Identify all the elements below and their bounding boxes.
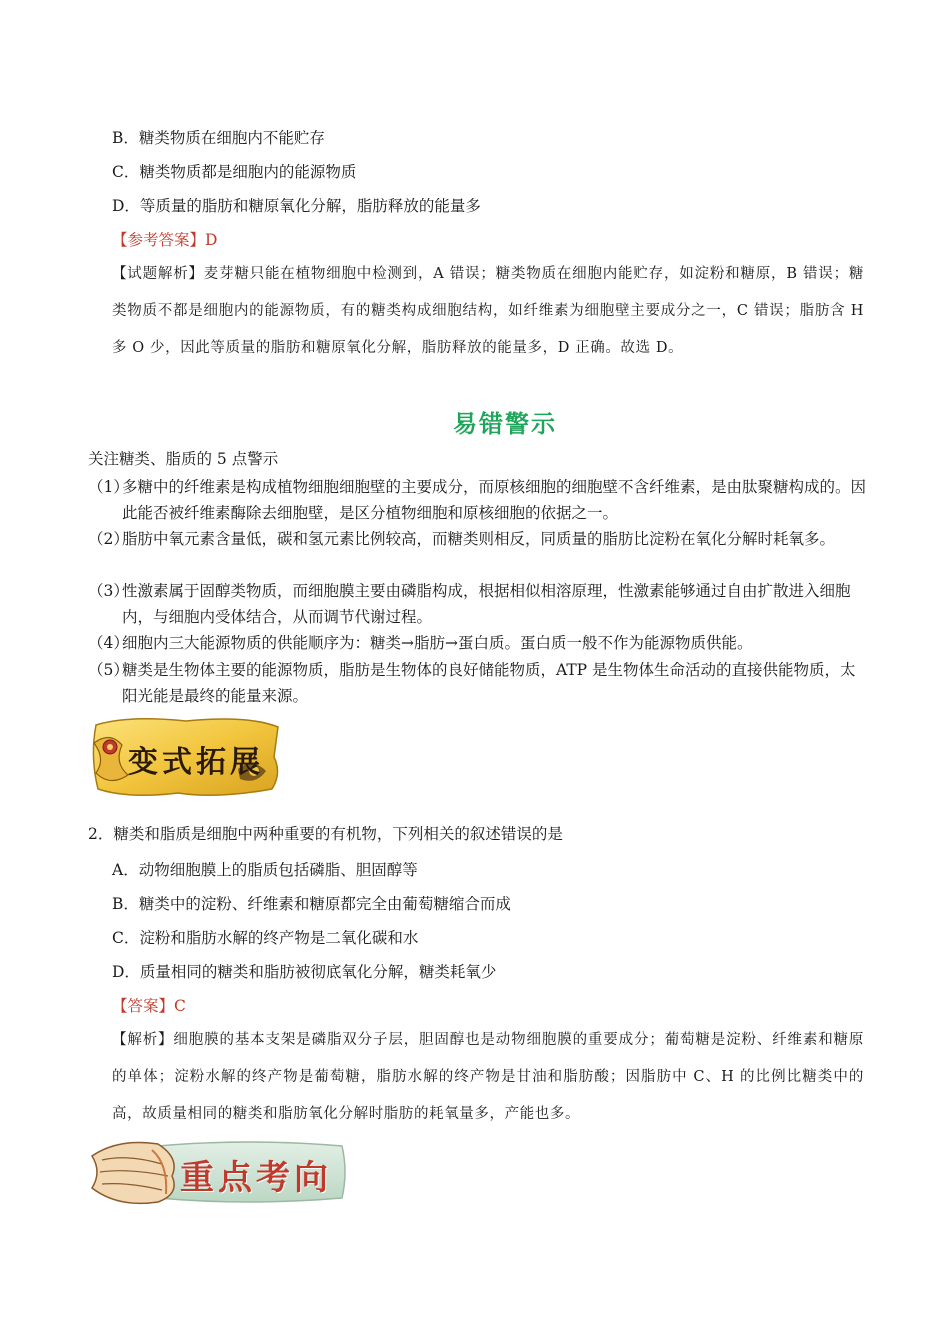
q2-answer-value: C <box>174 997 186 1015</box>
warning-item-2 <box>88 526 868 552</box>
banner-variant-extension <box>88 713 284 801</box>
q1-answer-value: D <box>205 231 218 249</box>
q1-answer-label: 【参考答案】 <box>112 231 206 249</box>
q2-option-b: B．糖类中的淀粉、纤维素和糖原都完全由葡萄糖缩合而成 <box>112 895 511 913</box>
q2-option-d: D．质量相同的糖类和脂肪被彻底氧化分解，糖类耗氧少 <box>112 963 497 981</box>
q1-option-c: C．糖类物质都是细胞内的能源物质 <box>112 163 357 181</box>
warning-item-1 <box>88 474 868 526</box>
warning-item-number: （4） <box>88 634 129 652</box>
q2-stem: 2．糖类和脂质是细胞中两种重要的有机物，下列相关的叙述错误的是 <box>88 825 563 843</box>
q1-answer <box>112 229 217 251</box>
warning-item-4 <box>88 630 868 656</box>
warning-item-text: 细胞内三大能源物质的供能顺序为：糖类→脂肪→蛋白质。蛋白质一般不作为能源物质供能。 <box>122 634 753 652</box>
warning-item-text: 糖类是生物体主要的能源物质，脂肪是生物体的良好储能物质，ATP 是生物体生命活动的直接供能物质，太阳光能是最终的能量来源。 <box>122 661 856 705</box>
section-title-warning: 易错警示 <box>453 410 557 438</box>
q1-option-d: D．等质量的脂肪和糖原氧化分解，脂肪释放的能量多 <box>112 197 481 215</box>
warning-item-number: （3） <box>88 582 129 600</box>
warning-item-number: （5） <box>88 661 129 679</box>
warning-item-3 <box>88 578 868 630</box>
q1-option-b: B．糖类物质在细胞内不能贮存 <box>112 129 325 147</box>
warning-item-number: （1） <box>88 478 129 496</box>
warning-item-text: 多糖中的纤维素是构成植物细胞细胞壁的主要成分，而原核细胞的细胞壁不含纤维素，是由肽聚糖构成的。因此能否被纤维素酶除去细胞壁，是区分植物细胞和原核细胞的依据之一。 <box>122 478 867 522</box>
q2-answer-label: 【答案】 <box>112 997 175 1015</box>
warning-item-text: 脂肪中氧元素含量低，碳和氢元素比例较高，而糖类则相反，同质量的脂肪比淀粉在氧化分解时耗氧多。 <box>122 530 836 548</box>
banner-variant-extension-text: 变式拓展 <box>128 745 264 780</box>
q1-analysis-label: 【试题解析】 <box>112 266 204 282</box>
warning-item-5 <box>88 657 868 709</box>
warning-item-text: 性激素属于固醇类物质，而细胞膜主要由磷脂构成，根据相似相溶原理，性激素能够通过自由扩散进入细胞内，与细胞内受体结合，从而调节代谢过程。 <box>122 582 851 626</box>
q2-analysis-text: 细胞膜的基本支架是磷脂双分子层，胆固醇也是动物细胞膜的重要成分；葡萄糖是淀粉、纤维素和糖原的单体；淀粉水解的终产物是葡萄糖，脂肪水解的终产物是甘油和脂肪酸；因脂肪中 C、H 的比例比糖类中的高，故质量相同的糖类和脂肪氧化分解时脂肪的耗氧量多，产能也多。 <box>112 1032 865 1122</box>
banner-key-focus-text: 重点考向 <box>180 1158 332 1198</box>
q2-answer <box>112 995 186 1017</box>
q1-analysis-text: 麦芽糖只能在植物细胞中检测到，A 错误；糖类物质在细胞内能贮存，如淀粉和糖原，B 错误；糖类物质不都是细胞内的能源物质，有的糖类构成细胞结构，如纤维素为细胞壁主要成分之一，C 错误；脂肪含 H 多 O 少，因此等质量的脂肪和糖原氧化分解，脂肪释放的能量多，D 正确。故选 D。 <box>112 266 864 356</box>
q1-analysis <box>112 256 864 367</box>
q2-analysis <box>112 1022 864 1133</box>
warning-intro: 关注糖类、脂质的 5 点警示 <box>88 450 279 468</box>
q2-analysis-label: 【解析】 <box>112 1032 174 1048</box>
warning-item-number: （2） <box>88 530 129 548</box>
q2-option-c: C．淀粉和脂肪水解的终产物是二氧化碳和水 <box>112 929 419 947</box>
q2-option-a: A．动物细胞膜上的脂质包括磷脂、胆固醇等 <box>112 861 418 879</box>
banner-key-focus <box>88 1136 350 1208</box>
